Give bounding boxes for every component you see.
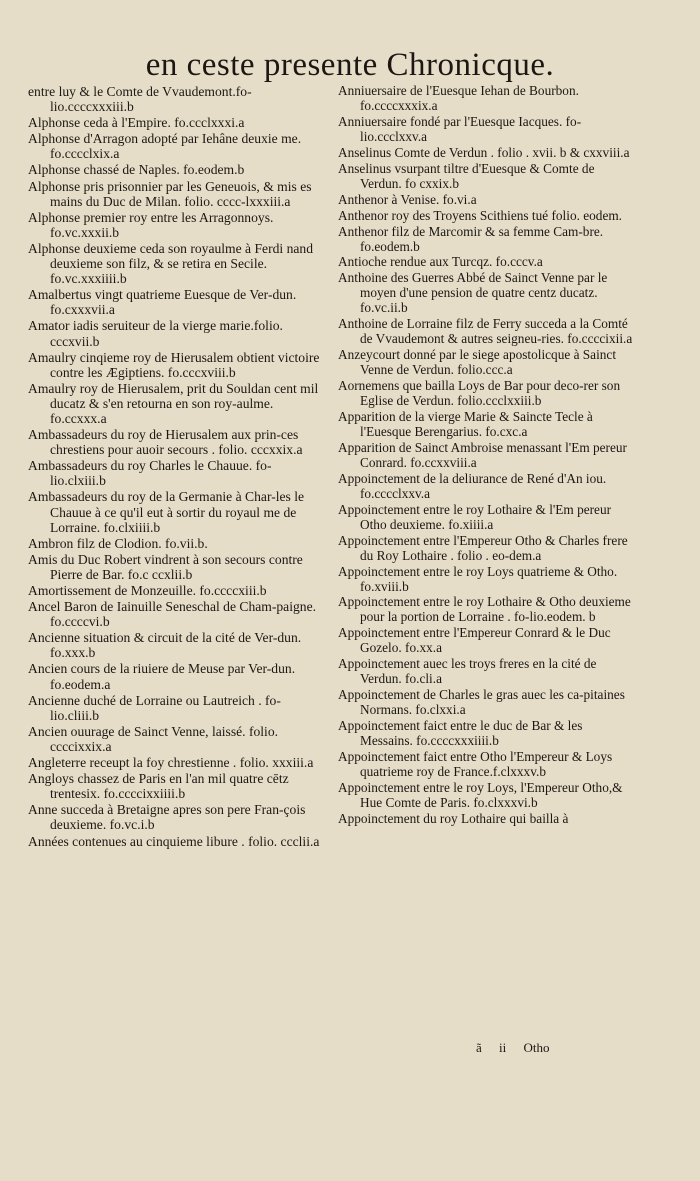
page-title: en ceste presente Chronicque. — [145, 47, 555, 83]
index-entry: Appoinctement entre le roy Loys, l'Empereur Otho,& Hue Comte de Paris. fo.clxxxvi.b — [338, 779, 623, 810]
index-entry: Aornemens que bailla Loys de Bar pour deco-rer son Eglise de Verdun. folio.ccclxxiii.b — [338, 378, 621, 409]
index-entry: Amaulry roy de Hierusalem, prit du Souldan cent mil ducatz & s'en retourna en son roy-aulme. fo.ccxxx.a — [28, 380, 319, 426]
index-entry: Ancienne duché de Lorraine ou Lautreich . fo-lio.cliii.b — [28, 692, 281, 723]
index-entry: Appoinctement entre le roy Lothaire & Otho deuxieme pour la portion de Lorraine . fo-lio.eodem. b — [338, 594, 631, 625]
index-entry: Ambassadeurs du roy de Hierusalem aux prin-ces chrestiens pour auoir secours . folio. cccxxix.a — [28, 427, 303, 458]
index-entry: Anselinus vsurpant tiltre d'Euesque & Comte de Verdun. fo cxxix.b — [338, 160, 595, 191]
index-entry: Ancien cours de la riuiere de Meuse par Ver-dun. fo.eodem.a — [28, 661, 296, 692]
index-entry: Anthenor roy des Troyens Scithiens tué folio. eodem. — [338, 207, 623, 223]
index-entry: Anniuersaire fondé par l'Euesque Iacques. fo-lio.ccclxxv.a — [338, 113, 582, 144]
index-entry: Anthenor à Venise. fo.vi.a — [338, 191, 477, 207]
catchword: Otho — [523, 1040, 550, 1055]
index-entry: Amator iadis seruiteur de la vierge marie.folio. cccxvii.b — [28, 318, 283, 349]
index-entry: Ambassadeurs du roy Charles le Chauue. fo-lio.clxiii.b — [28, 458, 272, 489]
index-entry: Alphonse chassé de Naples. fo.eodem.b — [28, 162, 245, 178]
index-entry: Appoinctement entre le roy Lothaire & l'Em pereur Otho deuxieme. fo.xiiii.a — [338, 501, 612, 532]
index-entry: Appoinctement entre le roy Loys quatrieme & Otho. fo.xviii.b — [338, 563, 618, 594]
index-entry: Ancien ouurage de Sainct Venne, laissé. folio. ccccixxix.a — [28, 723, 279, 754]
index-entry: Anthenor filz de Marcomir & sa femme Cam-bre. fo.eodem.b — [338, 223, 604, 254]
index-entry: Appoinctement du roy Lothaire qui bailla à — [338, 810, 569, 826]
index-entry: Alphonse ceda à l'Empire. fo.ccclxxxi.a — [28, 115, 245, 131]
index-entry: Ancel Baron de Iainuille Seneschal de Cham-paigne. fo.ccccvi.b — [28, 599, 317, 630]
index-entry: Anniuersaire de l'Euesque Iehan de Bourbon. fo.ccccxxxix.a — [338, 83, 579, 113]
index-entry: Amis du Duc Robert vindrent à son secours contre Pierre de Bar. fo.c ccxlii.b — [28, 551, 303, 582]
index-column-left — [28, 84, 326, 850]
index-entry: Anselinus Comte de Verdun . folio . xvii. b & cxxviii.a — [338, 144, 630, 160]
index-entry: Ambassadeurs du roy de la Germanie à Char-les le Chauue à ce qu'il eut à sortir du royaul me de Lorraine. fo.clxiiii.b — [28, 489, 305, 535]
index-entry: Appoinctement faict entre Otho l'Empereur & Loys quatrieme roy de France.f.clxxxv.b — [338, 748, 613, 779]
index-entry: Apparition de Sainct Ambroise menassant l'Em pereur Conrard. fo.ccxxviii.a — [338, 439, 627, 470]
index-entry: Ancienne situation & circuit de la cité de Ver-dun. fo.xxx.b — [28, 630, 302, 661]
index-entry: Appoinctement entre l'Empereur Otho & Charles frere du Roy Lothaire . folio . eo-dem.a — [338, 532, 628, 563]
index-entry: Anthoine des Guerres Abbé de Sainct Venne par le moyen d'une pension de quatre centz ducatz. fo.vc.ii.b — [338, 270, 608, 316]
signature-mark: ã ii — [476, 1040, 507, 1055]
index-entry: Amalbertus vingt quatrieme Euesque de Ver-dun. fo.cxxxvii.a — [28, 287, 297, 318]
index-entry: Antioche rendue aux Turcqz. fo.cccv.a — [338, 254, 543, 270]
index-entry: Apparition de la vierge Marie & Saincte Tecle à l'Euesque Berengarius. fo.cxc.a — [338, 409, 593, 439]
index-entry: Amaulry cinqieme roy de Hierusalem obtient victoire contre les Ægiptiens. fo.cccxviii.b — [28, 349, 320, 380]
index-entry: Angloys chassez de Paris en l'an mil quatre cētz trentesix. fo.ccccixxiiii.b — [28, 771, 289, 802]
index-entry: Alphonse deuxieme ceda son royaulme à Ferdi nand deuxieme son filz, & se retira en Secile. fo.vc.xxxiiii.b — [28, 240, 314, 287]
index-entry: Alphonse d'Arragon adopté par Iehâne deuxie me. fo.cccclxix.a — [28, 131, 302, 162]
index-entry: Angleterre receupt la foy chrestienne . folio. xxxiii.a — [28, 755, 314, 771]
index-column-right — [338, 84, 638, 828]
index-entry: entre luy & le Comte de Vvaudemont.fo-lio.ccccxxxiii.b — [28, 84, 252, 115]
index-entry: Appoinctement faict entre le duc de Bar & les Messains. fo.ccccxxxiiii.b — [338, 718, 583, 749]
index-entry: Anthoine de Lorraine filz de Ferry succeda a la Comté de Vvaudemont & autres seigneu-ries. fo.ccccixii.a — [338, 316, 633, 347]
index-entry: Appoinctement de la deliurance de René d'An iou. fo.cccclxxv.a — [338, 470, 607, 501]
index-entry: Appoinctement auec les troys freres en la cité de Verdun. fo.cli.a — [338, 656, 597, 687]
index-entry: Alphonse premier roy entre les Arragonnoys. fo.vc.xxxii.b — [28, 209, 274, 240]
index-entry: Années contenues au cinquieme libure . folio. ccclii.a — [28, 833, 320, 849]
index-entry: Anzeycourt donné par le siege apostolicque à Sainct Venne de Verdun. folio.ccc.a — [338, 347, 617, 378]
page-footer — [476, 1040, 550, 1056]
index-entry: Anne succeda à Bretaigne apres son pere Fran-çois deuxieme. fo.vc.i.b — [28, 802, 306, 833]
index-entry: Appoinctement de Charles le gras auec les ca-pitaines Normans. fo.clxxi.a — [338, 687, 625, 718]
index-entry: Ambron filz de Clodion. fo.vii.b. — [28, 535, 208, 551]
index-entry: Appoinctement entre l'Empereur Conrard & le Duc Gozelo. fo.xx.a — [338, 625, 611, 656]
index-entry: Amortissement de Monzeuille. fo.ccccxiii.b — [28, 583, 267, 598]
index-entry: Alphonse pris prisonnier par les Geneuois, & mis es mains du Duc de Milan. folio. cccc-lxxxiii.a — [28, 178, 312, 209]
